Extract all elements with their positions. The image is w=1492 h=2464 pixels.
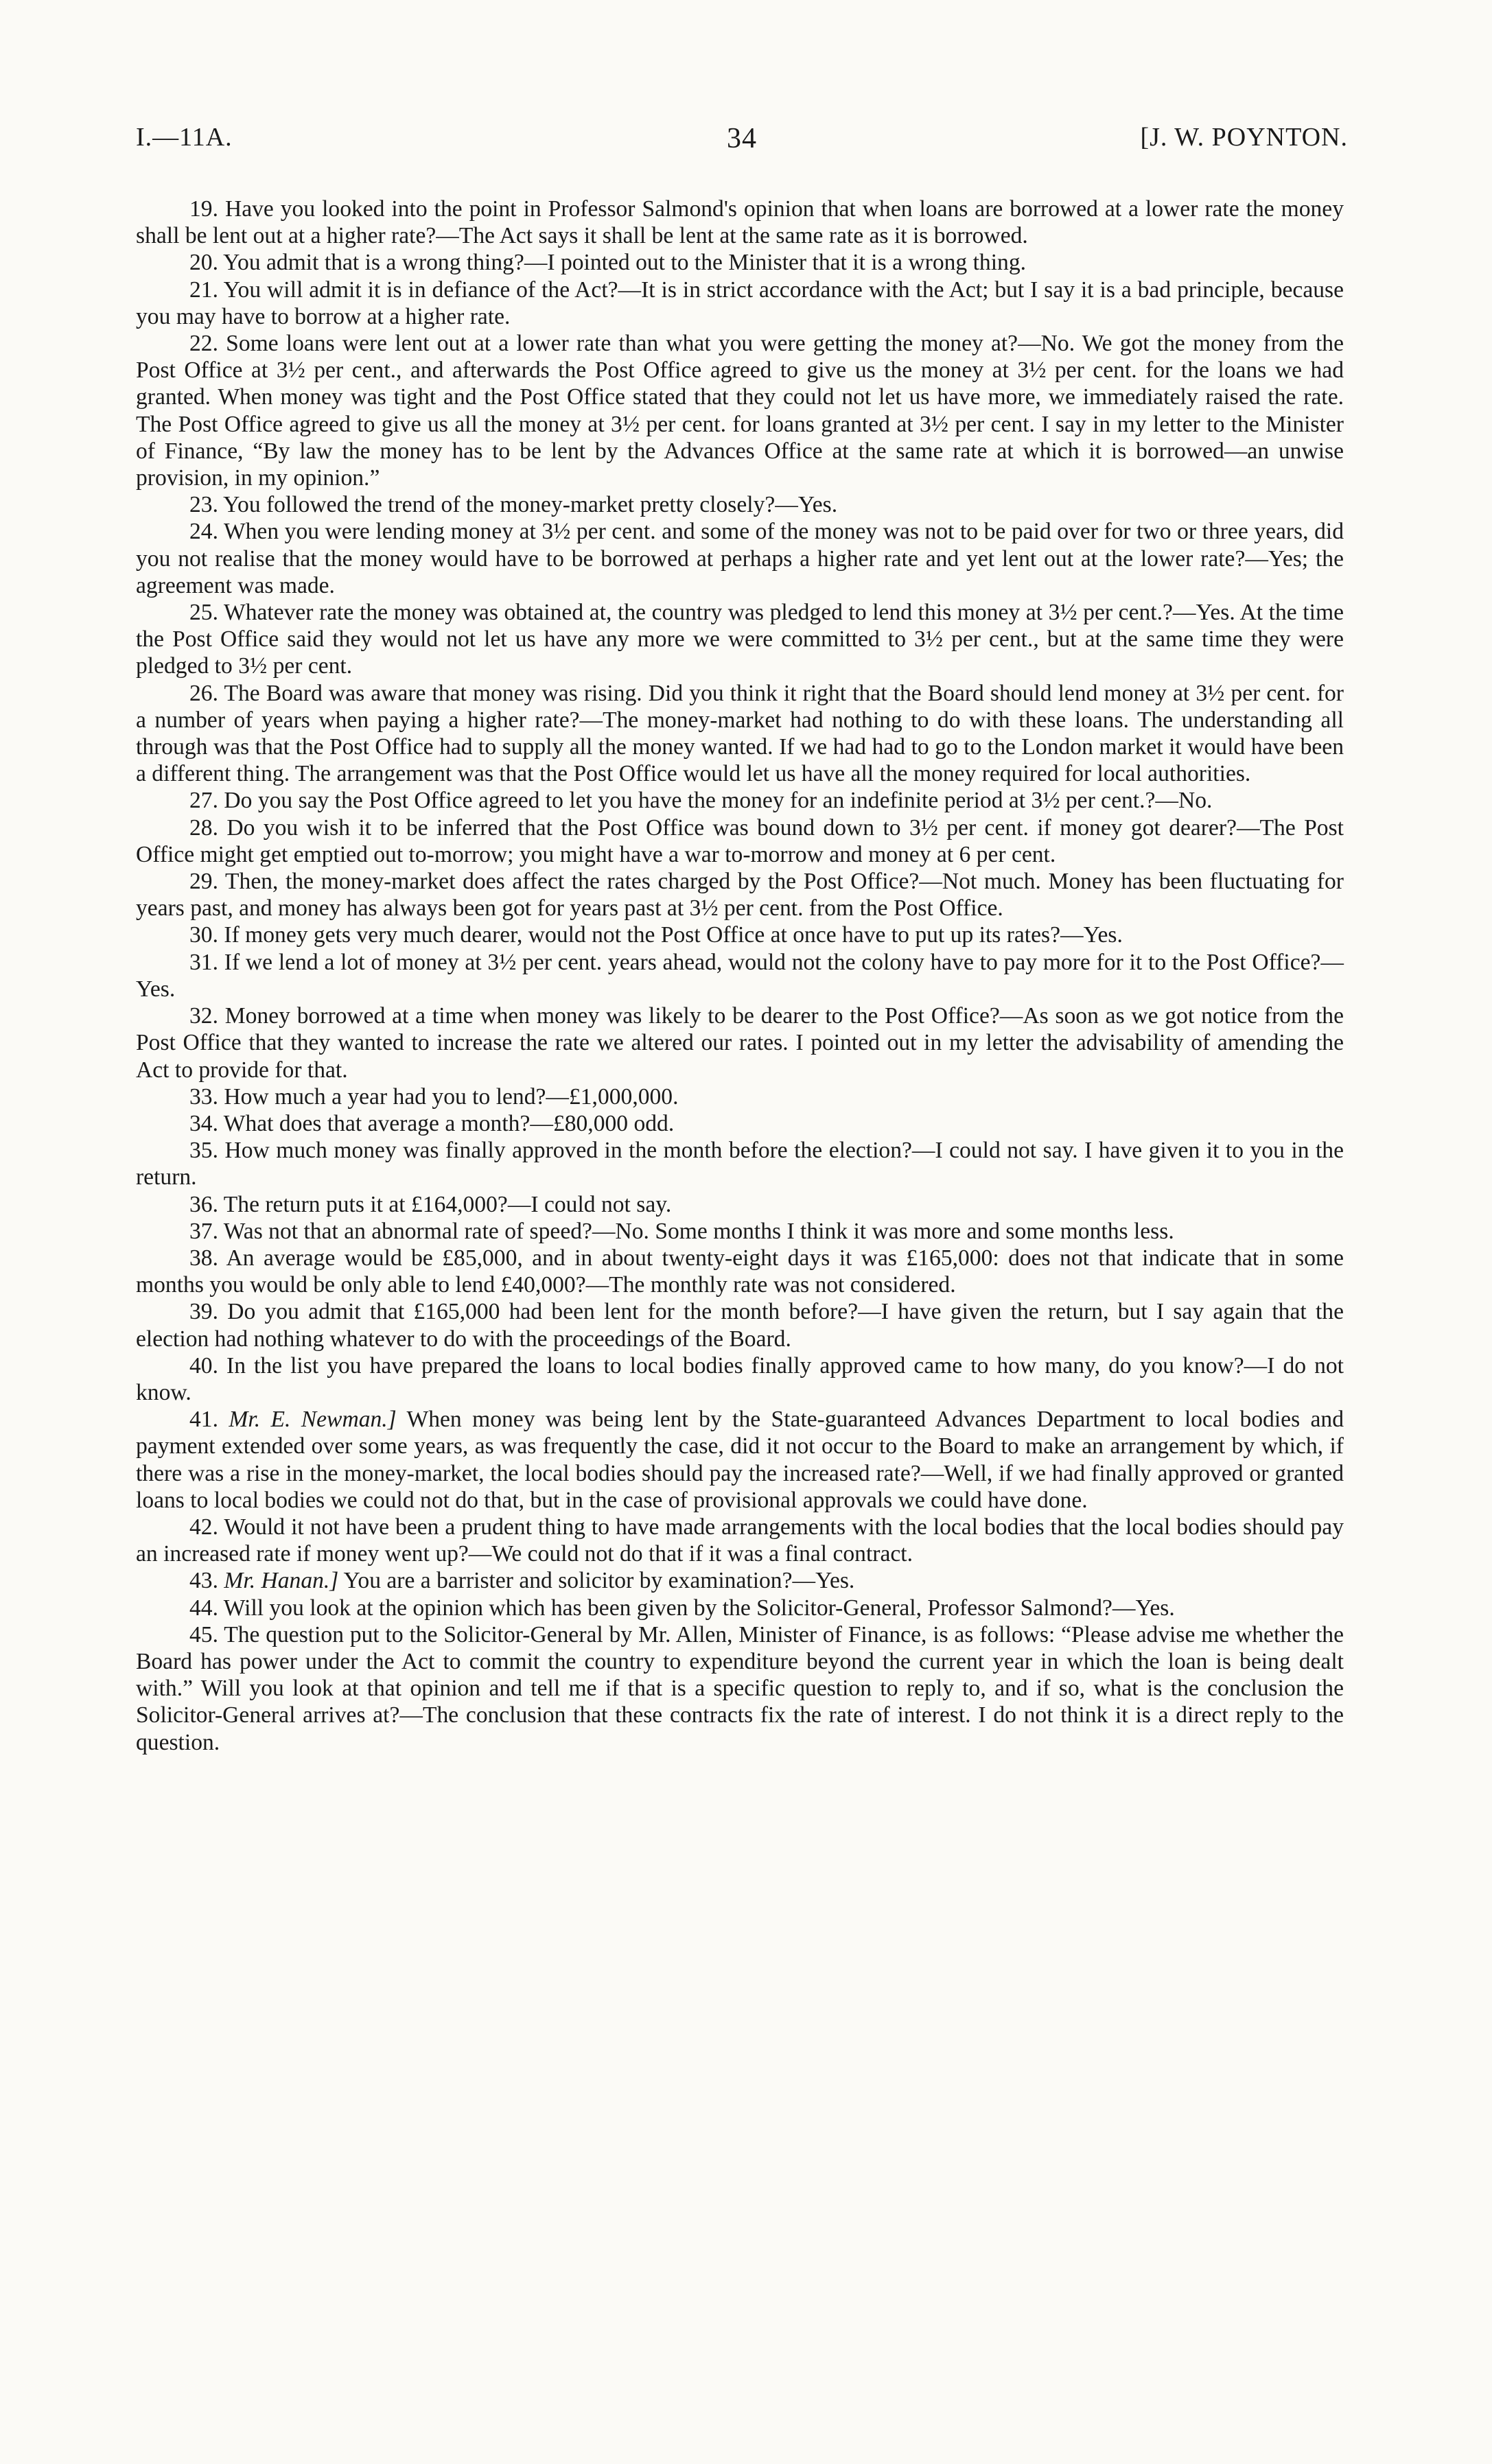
question-number: 31.	[189, 949, 218, 975]
question-paragraph	[136, 196, 1344, 249]
question-text: If money gets very much dearer, would not the Post Office at once have to put up its rates?—Yes.	[224, 922, 1123, 948]
question-paragraph	[136, 1191, 1344, 1218]
question-paragraph	[136, 491, 1344, 518]
witness-name: [J. W. POYNTON.	[1140, 123, 1348, 152]
question-paragraph	[136, 1595, 1344, 1621]
question-number: 30.	[189, 922, 218, 948]
question-paragraph	[136, 599, 1344, 680]
question-number: 25.	[189, 600, 218, 626]
speaker: Mr. Hanan.]	[224, 1568, 339, 1594]
question-text: Do you say the Post Office agreed to let you have the money for an indefinite period at 3½ per cent.?—No.	[224, 788, 1213, 814]
question-text: Then, the money-market does affect the rates charged by the Post Office?—Not much. Money has been fluctuating for years past, and money has always been got for years past at 3½ per cent. from the Post Office.	[136, 869, 1344, 922]
question-number: 34.	[189, 1110, 218, 1136]
question-number: 41.	[189, 1407, 218, 1433]
question-text: Do you admit that £165,000 had been lent for the month before?—I have given the return, but I say again that the election had nothing whatever to do with the proceedings of the Board.	[136, 1299, 1344, 1352]
speaker: Mr. E. Newman.]	[229, 1407, 397, 1433]
question-number: 20.	[189, 250, 218, 276]
question-number: 24.	[189, 519, 218, 545]
question-number: 21.	[189, 277, 218, 303]
question-paragraph	[136, 814, 1344, 868]
question-paragraph	[136, 1298, 1344, 1352]
question-paragraph	[136, 868, 1344, 922]
question-number: 26.	[189, 680, 218, 706]
question-paragraph	[136, 1406, 1344, 1514]
question-text: Money borrowed at a time when money was likely to be dearer to the Post Office?—As soon as we got notice from the Post Office that they wanted to increase the rate we altered our rates. I pointed out in my letter the advisability of amending the Act to provide for that.	[136, 1003, 1344, 1083]
question-number: 44.	[189, 1595, 218, 1621]
question-text: Some loans were lent out at a lower rate than what you were getting the money at?—No. We got the money from the Post Office at 3½ per cent., and afterwards the Post Office agreed to give us the money at 3½ per cent. for the loans we had granted. When money was tight and the Post Office stated that they could not let us have more, we immediately raised the rate. The Post Office agreed to give us all the money at 3½ per cent. for loans granted at 3½ per cent. I say in my letter to the Minister of Finance, “By law the money has to be lent by the Advances Office at the same rate at which it is borrowed—an unwise provision, in my opinion.”	[136, 331, 1344, 491]
question-number: 27.	[189, 788, 218, 814]
question-number: 42.	[189, 1514, 218, 1540]
question-paragraph	[136, 249, 1344, 276]
running-head	[136, 122, 1348, 163]
question-text: Will you look at the opinion which has been given by the Solicitor-General, Professor Salmond?—Yes.	[223, 1595, 1175, 1621]
question-text: Was not that an abnormal rate of speed?—No. Some months I think it was more and some months less.	[223, 1218, 1174, 1244]
question-text: Whatever rate the money was obtained at, the country was pledged to lend this money at 3½ per cent.?—Yes. At the time the Post Office said they would not let us have any more we were committed to 3½ per cent., but at the same time they were pledged to 3½ per cent.	[136, 600, 1344, 679]
question-text: Have you looked into the point in Professor Salmond's opinion that when loans are borrowed at a lower rate the money shall be lent out at a higher rate?—The Act says it shall be lent at the same rate as it is borrowed.	[136, 196, 1344, 249]
question-paragraph	[136, 1621, 1344, 1756]
question-number: 37.	[189, 1218, 218, 1244]
question-paragraph	[136, 1110, 1344, 1137]
question-text: When money was being lent by the State-guaranteed Advances Department to local bodies and payment extended over some years, as was frequently the case, did it not occur to the Board to make an arrangement by which, if there was a rise in the money-market, the local bodies should pay the increased rate?—Well, if we had finally approved or granted loans to local bodies we could not do that, but in the case of provisional approvals we could have done.	[136, 1407, 1344, 1513]
question-paragraph	[136, 1137, 1344, 1190]
question-text: How much money was finally approved in the month before the election?—I could not say. I have given it to you in the return.	[136, 1138, 1344, 1190]
question-text: You will admit it is in defiance of the Act?—It is in strict accordance with the Act; but I say it is a bad principle, because you may have to borrow at a higher rate.	[136, 277, 1344, 329]
question-text: In the list you have prepared the loans to local bodies finally approved came to how many, do you know?—I do not know.	[136, 1352, 1344, 1405]
question-number: 22.	[189, 331, 218, 357]
question-text: Would it not have been a prudent thing to have made arrangements with the local bodies that the local bodies should pay an increased rate if money went up?—We could not do that if it was a final contract.	[136, 1514, 1344, 1567]
question-paragraph	[136, 1352, 1344, 1406]
question-paragraph	[136, 680, 1344, 788]
question-number: 29.	[189, 869, 218, 895]
question-text: If we lend a lot of money at 3½ per cent. years ahead, would not the colony have to pay more for it to the Post Office?—Yes.	[136, 949, 1344, 1002]
question-paragraph	[136, 330, 1344, 491]
paper-reference: I.—11A.	[136, 123, 233, 152]
question-paragraph	[136, 1218, 1344, 1245]
question-text: Do you wish it to be inferred that the Post Office was bound down to 3½ per cent. if money got dearer?—The Post Office might get emptied out to-morrow; you might have a war to-morrow and money at 6 per cent.	[136, 814, 1344, 867]
question-paragraph	[136, 1567, 1344, 1594]
question-paragraph	[136, 1083, 1344, 1110]
question-text: How much a year had you to lend?—£1,000,000.	[224, 1083, 679, 1110]
page-number: 34	[727, 123, 757, 154]
question-number: 35.	[189, 1138, 218, 1164]
question-text: What does that average a month?—£80,000 odd.	[223, 1110, 675, 1136]
question-text: The return puts it at £164,000?—I could not say.	[223, 1191, 672, 1217]
question-number: 33.	[189, 1083, 218, 1110]
question-number: 38.	[189, 1245, 218, 1271]
question-paragraph	[136, 1002, 1344, 1083]
question-number: 28.	[189, 814, 218, 841]
question-number: 32.	[189, 1003, 218, 1029]
question-number: 40.	[189, 1352, 218, 1378]
question-text: When you were lending money at 3½ per cent. and some of the money was not to be paid over for two or three years, did you not realise that the money would have to be borrowed at perhaps a higher rate and yet lent out at the lower rate?—Yes; the agreement was made.	[136, 519, 1344, 598]
question-text: You admit that is a wrong thing?—I pointed out to the Minister that it is a wrong thing.	[223, 250, 1026, 276]
question-number: 45.	[189, 1621, 218, 1647]
question-paragraph	[136, 277, 1344, 330]
question-paragraph	[136, 922, 1344, 948]
question-text: You are a barrister and solicitor by examination?—Yes.	[343, 1568, 855, 1594]
question-text: An average would be £85,000, and in about twenty-eight days it was £165,000: does not that indicate that in some months you would be only able to lend £40,000?—The monthly rate was not considered.	[136, 1245, 1344, 1298]
question-number: 19.	[189, 196, 218, 222]
question-number: 43.	[189, 1568, 218, 1594]
question-paragraph	[136, 1514, 1344, 1567]
question-paragraph	[136, 518, 1344, 599]
question-paragraph	[136, 949, 1344, 1002]
question-text: The question put to the Solicitor-General by Mr. Allen, Minister of Finance, is as follows: “Please advise me whether the Board has power under the Act to commit the country to expenditure beyond the current year in which the loan is being dealt with.” Will you look at that opinion and tell me if that is a specific question to reply to, and if so, what is the conclusion the Solicitor-General arrives at?—The conclusion that these contracts fix the rate of interest. I do not think it is a direct reply to the question.	[136, 1621, 1344, 1755]
question-number: 39.	[189, 1299, 218, 1325]
question-text: You followed the trend of the money-market pretty closely?—Yes.	[223, 492, 838, 518]
question-number: 23.	[189, 492, 218, 518]
question-paragraph	[136, 1245, 1344, 1298]
question-text: The Board was aware that money was rising. Did you think it right that the Board should lend money at 3½ per cent. for a number of years when paying a higher rate?—The money-market had nothing to do with these loans. The understanding all through was that the Post Office had to supply all the money wanted. If we had had to go to the London market it would have been a different thing. The arrangement was that the Post Office would let us have all the money required for local authorities.	[136, 680, 1344, 787]
question-number: 36.	[189, 1191, 218, 1217]
evidence-body	[136, 196, 1344, 1756]
question-paragraph	[136, 787, 1344, 814]
